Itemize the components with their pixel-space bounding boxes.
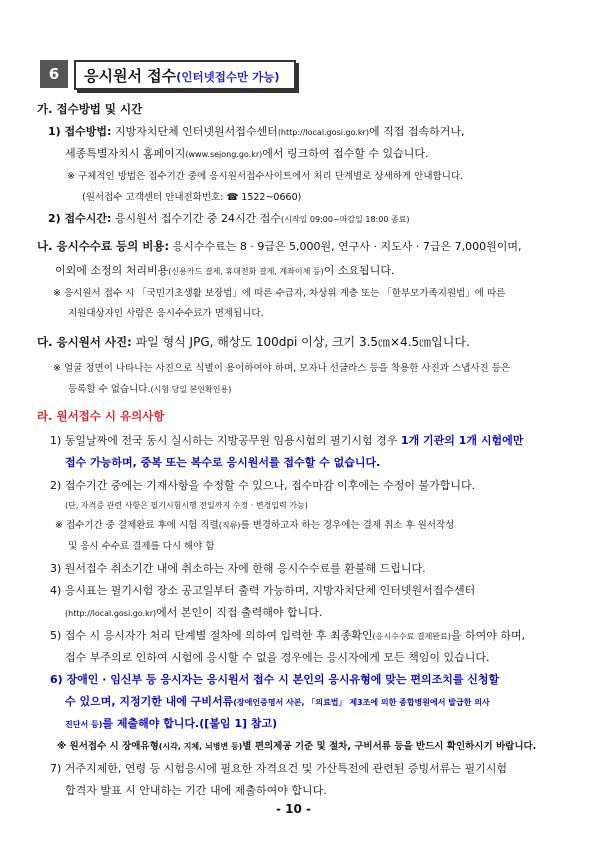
ra-p6-line2: 수 있으며, 지정기한 내에 구비서류(장애인증명서 사본, 「의료법」 제3조에 의한 종합병원에서 발급한 의사 <box>65 695 490 708</box>
ra-p1-line2: 접수 가능하며, 중복 또는 복수로 응시원서를 접수할 수 없습니다. <box>65 456 381 469</box>
page-number: - 10 - <box>276 802 312 816</box>
section-number: 6 <box>40 60 68 88</box>
ga-item2: 2) 접수시간: 응시원서 접수기간 중 24시간 접수(시작일 09:00~마감일 18:00 종료) <box>48 212 410 225</box>
ra-p6-line3: 진단서 등)를 제출해야 합니다.([붙임 1] 참고) <box>65 717 278 730</box>
ra-p6-note: ※ 원서접수 시 장애유형(시각, 지체, 뇌병변 등)별 편의제공 기준 및 절차, 구비서류 등을 반드시 확인하시기 바랍니다. <box>57 741 537 752</box>
ra-p5-line1: 5) 접수 시 응시자가 처리 단계별 절차에 의하여 입력한 후 최종확인(응시수수료 결제완료)을 하여야 하며, <box>50 629 526 642</box>
na-note2: 지원대상자인 사람은 응시수수료가 면제됩니다. <box>68 308 264 319</box>
na-line2: 이외에 소정의 처리비용(신용카드 결제, 휴대전화 결제, 계좌이체 등)이 소요됩니다. <box>55 264 395 277</box>
heading-ra: 라. 원서접수 시 유의사항 <box>37 409 165 423</box>
da-note1: ※ 얼굴 정면이 나타나는 사진으로 식별이 용이하여야 하며, 모자나 선글라스 등을 착용한 사진과 스냅사진 등은 <box>53 363 511 374</box>
section-header <box>40 60 300 90</box>
ra-p3: 3) 원서접수 취소기간 내에 취소하는 자에 한해 응시수수료를 환불해 드립니다. <box>50 562 426 575</box>
section-subtitle: (인터넷접수만 가능) <box>176 70 280 84</box>
heading-ga: 가. 접수방법 및 시간 <box>37 102 143 116</box>
ra-p4-line2: (http://local.gosi.go.kr)에서 본인이 직접 출력해야 합니다. <box>65 606 323 619</box>
section-title-box <box>74 60 296 90</box>
ga-note1: ※ 구체적인 방법은 접수기간 중에 응시원서접수사이트에서 처리 단계별로 상세하게 안내합니다. <box>67 171 464 182</box>
ga-item1-line2: 세종특별자치시 홈페이지(www.sejong.go.kr)에서 링크하여 접수할 수 있습니다. <box>65 147 429 160</box>
na-note1: ※ 응시원서 접수 시 「국민기초생활 보장법」에 따른 수급자, 차상위 계층 또는 「한부모가족지원법」에 따른 <box>53 288 506 299</box>
ga-note2: (원서접수 고객센터 안내전화번호: ☎ 1522~0660) <box>82 192 302 203</box>
ra-p2-note2: 및 응시 수수료 결제를 다시 해야 함 <box>68 541 215 552</box>
ra-p7-line1: 7) 거주지제한, 연령 등 시험응시에 필요한 자격요건 및 가산특전에 관련된 증빙서류는 필기시험 <box>50 762 508 775</box>
section-title: 응시원서 접수 <box>84 67 177 85</box>
da-note2: 등록할 수 없습니다.(시험 당일 본인확인용) <box>68 384 232 395</box>
ra-p4-line1: 4) 응시표는 필기시험 장소 공고일부터 출력 가능하며, 지방자치단체 인터넷원서접수센터 <box>50 584 476 597</box>
ga-item1-line1: 1) 접수방법: 지방자치단체 인터넷원서접수센터(http://local.gosi.go.kr)에 직접 접속하거나, <box>48 125 465 138</box>
ra-p2-small: (단, 자격증 관련 사항은 필기시험시행 전일까지 수정 · 변경입력 가능) <box>65 501 308 510</box>
ra-p2: 2) 접수기간 중에는 기재사항을 수정할 수 있으나, 접수마감 이후에는 수정이 불가합니다. <box>50 479 476 492</box>
ra-p7-line2: 합격자 발표 시 안내하는 기간 내에 제출하여야 합니다. <box>65 784 327 797</box>
da-line1: 다. 응시원서 사진: 파일 형식 JPG, 해상도 100dpi 이상, 크기 3.5㎝×4.5㎝입니다. <box>37 335 470 349</box>
ra-p1-line1: 1) 동일날짜에 전국 동시 실시하는 지방공무원 임용시험의 필기시험 경우 1개 기관의 1개 시험에만 <box>50 434 524 447</box>
ra-p5-line2: 접수 부주의로 인하여 시험에 응시할 수 없을 경우에는 응시자에게 모든 책임이 있습니다. <box>65 651 490 664</box>
ra-p6-line1: 6) 장애인 · 임신부 등 응시자는 응시원서 접수 시 본인의 응시유형에 맞는 편의조치를 신청할 <box>50 673 500 686</box>
ra-p2-note1: ※ 접수기간 중 결제완료 후에 시험 직렬(직류)를 변경하고자 하는 경우에는 결제 취소 후 원서작성 <box>55 520 455 531</box>
na-line1: 나. 응시수수료 등의 비용: 응시수수료는 8 · 9급은 5,000원, 연구사 · 지도사 · 7급은 7,000원이며, <box>37 239 522 253</box>
